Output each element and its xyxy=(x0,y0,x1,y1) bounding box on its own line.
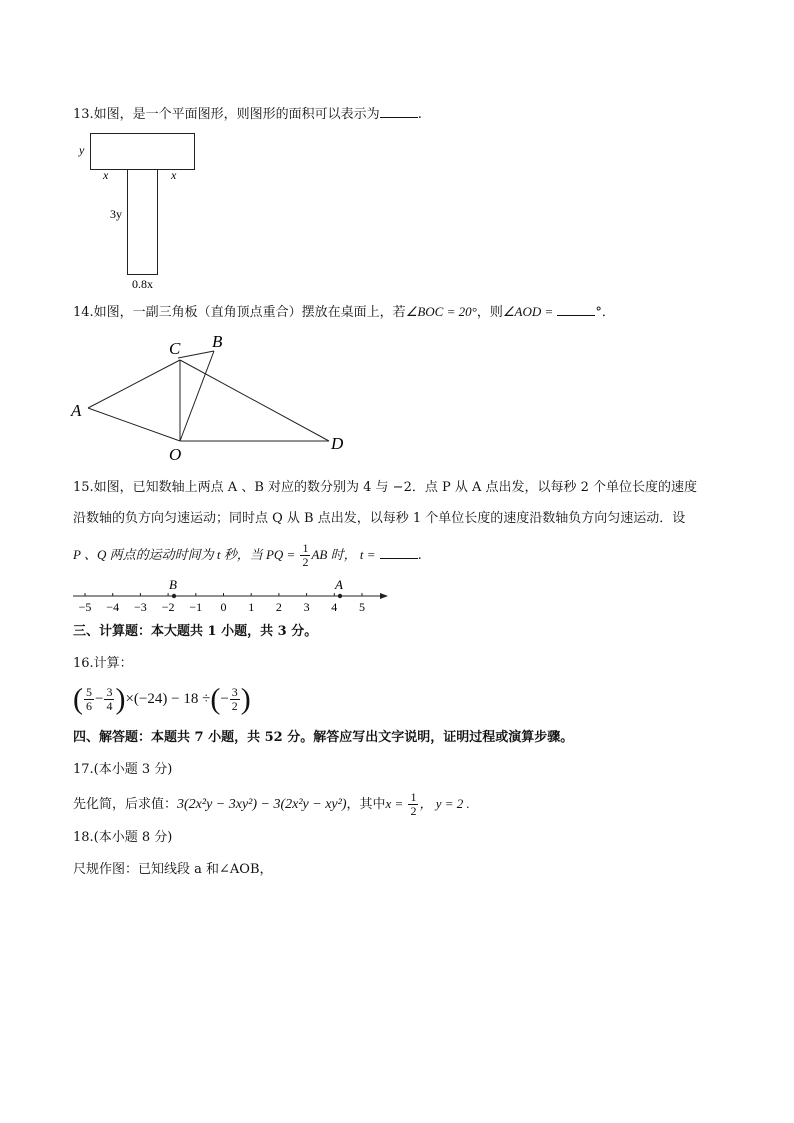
answer-blank xyxy=(380,105,418,118)
axis-tick-label: 5 xyxy=(359,600,365,614)
axis-tick-label: 3 xyxy=(303,600,310,614)
segment-CD xyxy=(180,360,329,441)
triangle-set-figure xyxy=(65,330,355,465)
fraction-x-value: $\frac{1}{2}$ xyxy=(410,790,417,818)
point-label-O: O xyxy=(169,445,182,464)
label-0-8x: 0.8x xyxy=(132,277,153,291)
segment-CB xyxy=(178,351,214,358)
q18-text: 尺规作图：已知线段 a 和∠AOB， xyxy=(73,862,273,877)
q18-label: 18.(本小题 8 分) xyxy=(73,830,173,845)
axis-tick-label: −3 xyxy=(134,600,147,614)
point-B-dot xyxy=(172,594,176,598)
stem-rectangle xyxy=(128,170,158,275)
point-label-A: A xyxy=(71,401,82,420)
label-x-left: x xyxy=(103,168,109,182)
q13-text: 13.如图，是一个平面图形，则图形的面积可以表示为 . xyxy=(73,107,422,122)
point-label-D: D xyxy=(331,434,344,453)
segment-OB xyxy=(180,351,214,441)
axis-tick-label: −5 xyxy=(78,600,92,614)
axis-tick-label: −1 xyxy=(189,600,203,614)
point-label-A: A xyxy=(335,577,343,592)
axis-tick-label: 1 xyxy=(248,600,255,614)
section-4-heading: 四、解答题：本题共 7 小题，共 52 分。解答应写出文字说明，证明过程或演算步骤。 xyxy=(73,730,574,745)
answer-blank xyxy=(380,546,418,559)
top-rectangle xyxy=(91,134,195,170)
segment-AO xyxy=(88,408,180,441)
point-label-B: B xyxy=(212,332,223,351)
point-A-dot xyxy=(338,594,342,598)
number-line xyxy=(70,575,395,615)
q17-label: 17.(本小题 3 分) xyxy=(73,762,173,777)
q15-line3: P 、Q 两点的运动时间为 t 秒，当 PQ = $\frac{1}{2}$ AB 时， t = . xyxy=(73,541,422,569)
t-shape-figure xyxy=(70,128,210,293)
label-y: y xyxy=(79,143,85,157)
q15-line2: 沿数轴的负方向匀速运动；同时点 Q 从 B 点出发，以每秒 1 个单位长度的速度沿数轴负方向匀速运动．设 xyxy=(73,511,686,526)
q17-text: 先化简，后求值：3(2x²y − 3xy²) − 3(2x²y − xy²)，其中x = $\frac{1}{2}$ ， y = 2 . xyxy=(73,790,470,818)
point-label-B: B xyxy=(169,577,177,592)
axis-tick-label: 2 xyxy=(275,600,282,614)
axis-arrow-icon xyxy=(380,593,388,599)
section-3-heading: 三、计算题：本大题共 1 小题，共 3 分。 xyxy=(73,624,318,639)
point-label-C: C xyxy=(169,339,181,358)
label-3y: 3y xyxy=(110,207,122,221)
q15-line1: 15.如图，已知数轴上两点 A 、B 对应的数分别为 4 与 −2．点 P 从 A 点出发，以每秒 2 个单位长度的速度 xyxy=(73,480,698,495)
axis-tick-label: 4 xyxy=(331,600,338,614)
q16-expression: ( $\frac{5}{6}$ − $\frac{3}{4}$ )×(−24) − 18 ÷(− $\frac{3}{2}$ ) xyxy=(73,682,251,716)
q16-label: 16.计算： xyxy=(73,656,133,671)
q14-text: 14.如图，一副三角板（直角顶点重合）摆放在桌面上，若∠BOC = 20°，则∠AOD = °． xyxy=(73,304,615,320)
segment-AC xyxy=(88,360,180,408)
axis-tick-label: −2 xyxy=(161,600,175,614)
axis-tick-label: 0 xyxy=(220,600,227,614)
axis-tick-label: −4 xyxy=(106,600,120,614)
answer-blank xyxy=(557,303,595,316)
fraction-one-half: $\frac{1}{2}$ xyxy=(302,541,309,569)
label-x-right: x xyxy=(171,168,177,182)
